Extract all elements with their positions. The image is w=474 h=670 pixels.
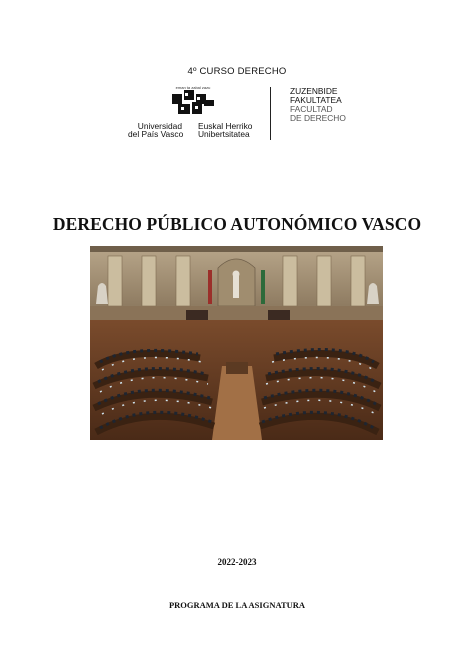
- course-heading: 4º CURSO DERECHO: [187, 66, 287, 77]
- parliament-chamber-photo: [90, 246, 383, 440]
- document-title: DERECHO PÚBLICO AUTONÓMICO VASCO: [52, 214, 422, 234]
- university-name-es: del País Vasco: [128, 129, 184, 139]
- document-subtitle: PROGRAMA DE LA ASIGNATURA: [168, 600, 306, 610]
- faculty-name-es: FACULTAD: [290, 104, 333, 114]
- faculty-name-eu: ZUZENBIDE: [290, 86, 338, 96]
- university-name-eu: Euskal Herriko: [198, 121, 253, 131]
- logo-motto: eman ta zabal zazu: [175, 85, 211, 90]
- university-logo: [128, 85, 358, 145]
- university-emblem-icon: [172, 90, 214, 116]
- university-name-eu: Unibertsitatea: [198, 129, 250, 139]
- academic-year: 2022-2023: [217, 557, 257, 567]
- faculty-name-eu: FAKULTATEA: [290, 95, 342, 105]
- logo-divider: [270, 87, 271, 140]
- faculty-name-es: DE DERECHO: [290, 113, 346, 123]
- university-name-es: Universidad: [137, 121, 182, 131]
